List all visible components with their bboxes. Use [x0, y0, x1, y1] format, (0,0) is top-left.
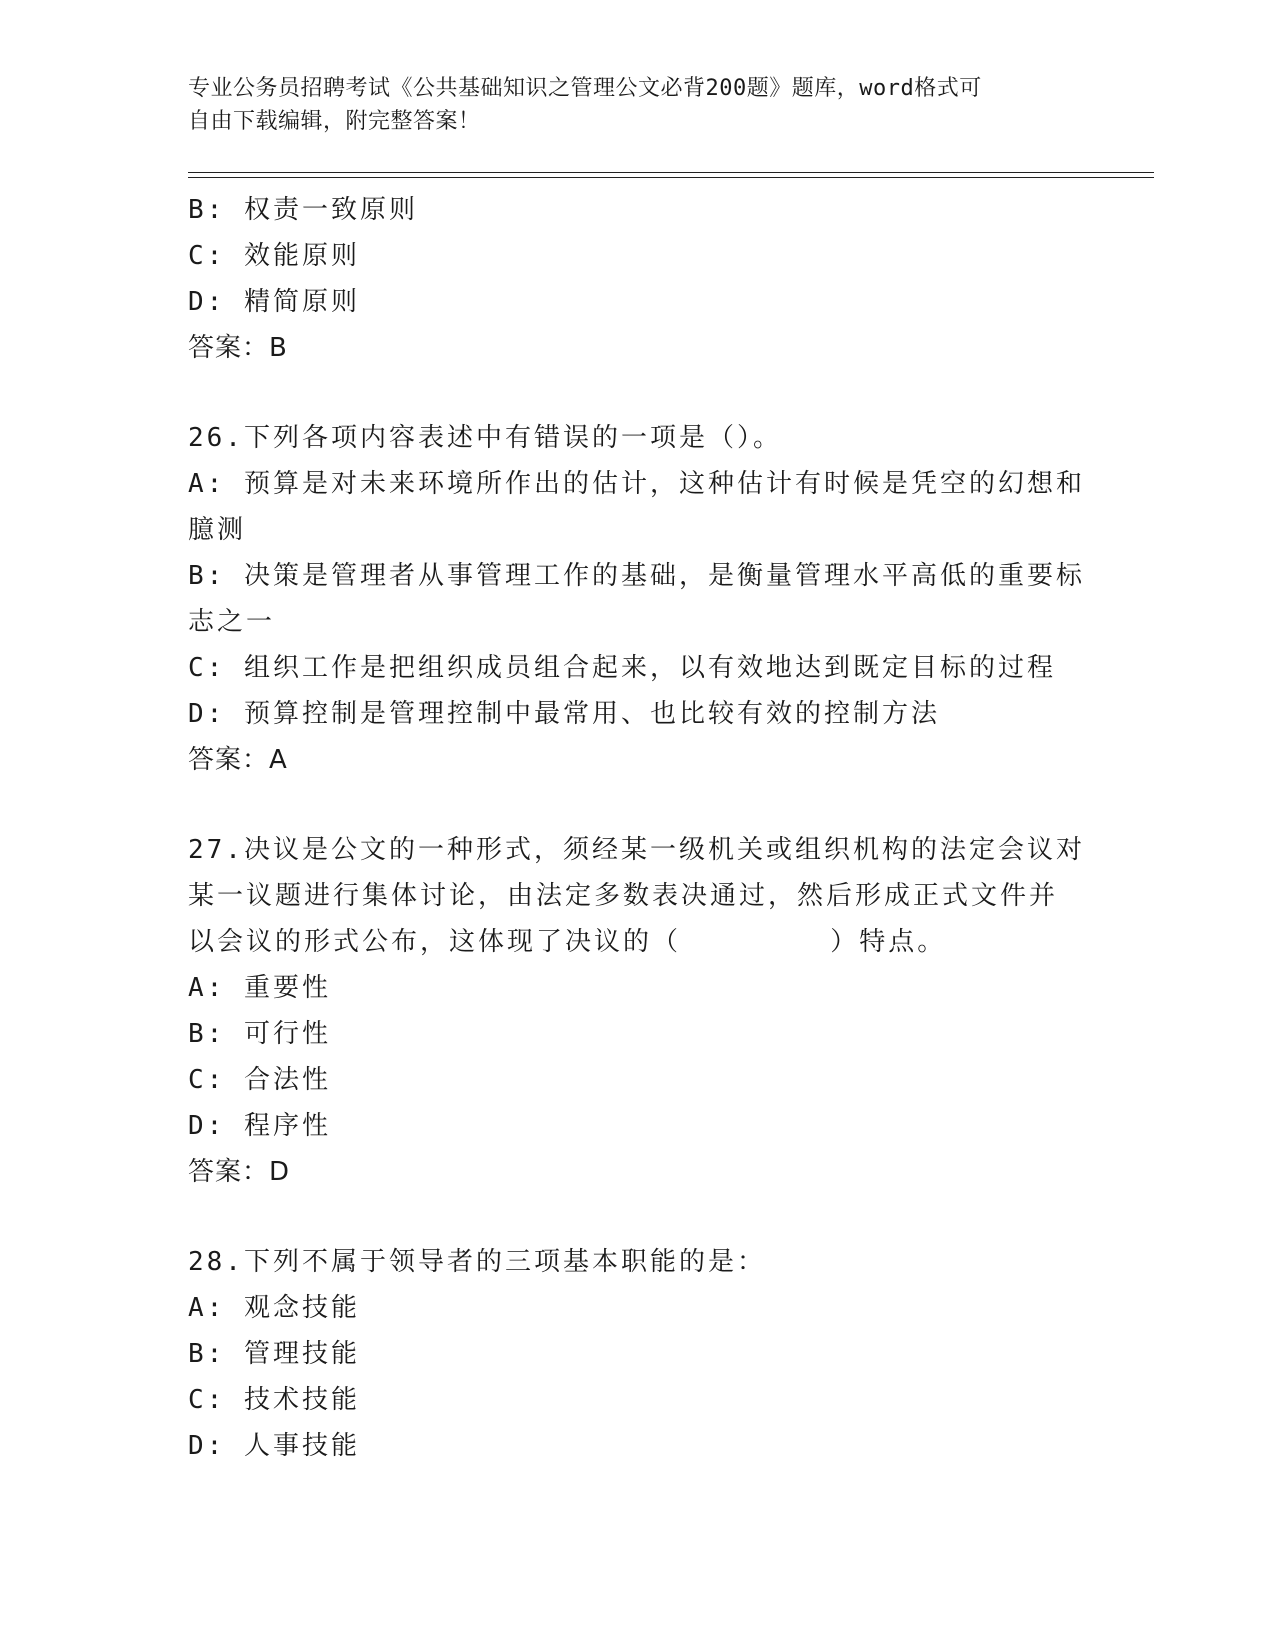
option-c: C: 组织工作是把组织成员组合起来，以有效地达到既定目标的过程	[188, 653, 1056, 683]
option-c: C: 效能原则	[188, 241, 360, 271]
option-b: B: 可行性	[188, 1019, 331, 1049]
answer-label: 答案：A	[188, 745, 288, 775]
option-a: A: 重要性	[188, 973, 331, 1003]
option-c: C: 合法性	[188, 1065, 331, 1095]
question-stem-continued: 以会议的形式公布，这体现了决议的（ ）特点。	[188, 927, 947, 957]
question-block-25	[188, 187, 1088, 371]
header-rule-bottom	[188, 177, 1154, 178]
option-d: D: 精简原则	[188, 287, 360, 317]
header-line-1: 专业公务员招聘考试《公共基础知识之管理公文必背200题》题库，word格式可	[188, 76, 982, 101]
question-content	[188, 187, 1088, 1469]
question-block-26	[188, 415, 1088, 783]
answer-label: 答案：B	[188, 333, 288, 363]
question-stem: 28.下列不属于领导者的三项基本职能的是：	[188, 1247, 766, 1277]
header-rule-top	[188, 172, 1154, 173]
option-c: C: 技术技能	[188, 1385, 360, 1415]
header-line-2: 自由下载编辑，附完整答案！	[188, 109, 481, 134]
question-stem-continued: 某一议题进行集体讨论，由法定多数表决通过，然后形成正式文件并	[188, 881, 1059, 911]
document-header	[188, 72, 1088, 138]
option-d: D: 程序性	[188, 1111, 331, 1141]
option-a-continued: 臆测	[188, 515, 247, 545]
option-d: D: 人事技能	[188, 1431, 360, 1461]
question-block-28	[188, 1239, 1088, 1469]
option-b: B: 权责一致原则	[188, 195, 418, 225]
option-a: A: 观念技能	[188, 1293, 360, 1323]
question-block-27	[188, 827, 1088, 1195]
answer-label: 答案：D	[188, 1157, 291, 1187]
option-a: A: 预算是对未来环境所作出的估计，这种估计有时候是凭空的幻想和	[188, 469, 1085, 499]
option-b: B: 管理技能	[188, 1339, 360, 1369]
option-d: D: 预算控制是管理控制中最常用、也比较有效的控制方法	[188, 699, 940, 729]
question-stem: 27.决议是公文的一种形式，须经某一级机关或组织机构的法定会议对	[188, 835, 1085, 865]
option-b: B: 决策是管理者从事管理工作的基础，是衡量管理水平高低的重要标	[188, 561, 1085, 591]
option-b-continued: 志之一	[188, 607, 276, 637]
question-stem: 26.下列各项内容表述中有错误的一项是（）。	[188, 423, 782, 453]
